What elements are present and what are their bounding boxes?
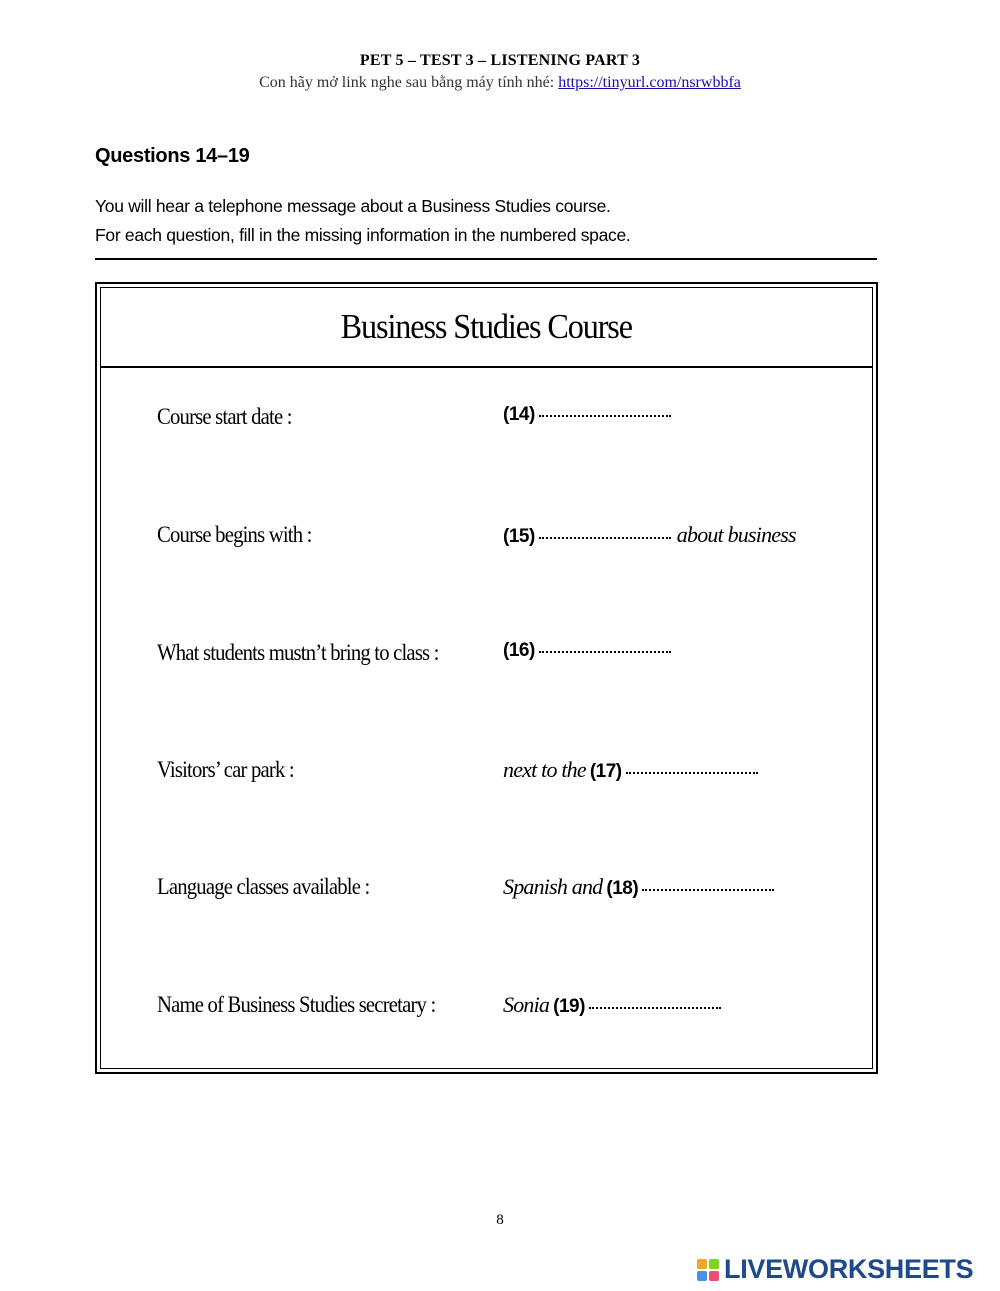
answer-blank-14[interactable] (539, 415, 671, 417)
answer-area (503, 992, 721, 1018)
logo-square (697, 1271, 707, 1281)
form-box (95, 282, 878, 1074)
form-row-18 (101, 874, 872, 914)
brand-name: LIVEWORKSHEETS (724, 1254, 974, 1284)
form-row-17 (101, 757, 872, 797)
answer-area (503, 757, 758, 783)
row-label: Language classes available : (157, 874, 370, 899)
logo-square (709, 1259, 719, 1269)
form-title-area (101, 288, 872, 368)
row-label: Name of Business Studies secretary : (157, 992, 436, 1017)
audio-link[interactable]: https://tinyurl.com/nsrwbbfa (558, 74, 741, 91)
question-number: (19) (553, 996, 585, 1017)
divider (95, 258, 877, 260)
answer-blank-18[interactable] (642, 889, 774, 891)
row-label: Course begins with : (157, 522, 312, 547)
row-label: Course start date : (157, 404, 292, 429)
answer-suffix: about business (676, 522, 796, 547)
page-header (0, 52, 1000, 92)
answer-prefix: Sonia (503, 992, 550, 1017)
page-number: 8 (496, 1212, 504, 1228)
logo-square (697, 1259, 707, 1269)
logo-square (709, 1271, 719, 1281)
listening-instruction-text: Con hãy mở link nghe sau bằng máy tính nhé: (259, 74, 555, 91)
question-number: (15) (503, 526, 535, 547)
question-number: (17) (589, 761, 622, 782)
form-row-16 (101, 640, 872, 680)
answer-area (503, 640, 671, 662)
answer-blank-17[interactable] (626, 772, 758, 774)
instructions (95, 192, 630, 250)
answer-prefix: Spanish and (503, 874, 603, 899)
questions-heading: Questions 14–19 (95, 145, 250, 167)
test-title: PET 5 – TEST 3 – LISTENING PART 3 (359, 52, 641, 69)
question-number: (18) (606, 878, 639, 899)
form-row-19 (101, 992, 872, 1032)
answer-area (503, 404, 671, 426)
form-title: Business Studies Course (340, 307, 633, 346)
question-number: (16) (503, 640, 535, 661)
answer-blank-19[interactable] (589, 1007, 721, 1009)
instruction-line: You will hear a telephone message about a Business Studies course. (95, 196, 611, 216)
form-inner-frame (100, 287, 873, 1069)
answer-area (503, 522, 796, 548)
row-label: What students mustn’t bring to class : (157, 640, 439, 665)
listening-instruction (0, 74, 1000, 92)
row-label: Visitors’ car park : (157, 757, 294, 782)
form-row-14 (101, 404, 872, 444)
liveworksheets-logo-icon (697, 1259, 719, 1281)
answer-area (503, 874, 774, 900)
question-number: (14) (503, 404, 535, 425)
liveworksheets-brand[interactable] (697, 1254, 973, 1285)
form-row-15 (101, 522, 872, 562)
answer-prefix: next to the (503, 757, 586, 782)
answer-blank-16[interactable] (539, 651, 671, 653)
answer-blank-15[interactable] (539, 537, 671, 539)
instruction-line: For each question, fill in the missing information in the numbered space. (95, 225, 631, 245)
